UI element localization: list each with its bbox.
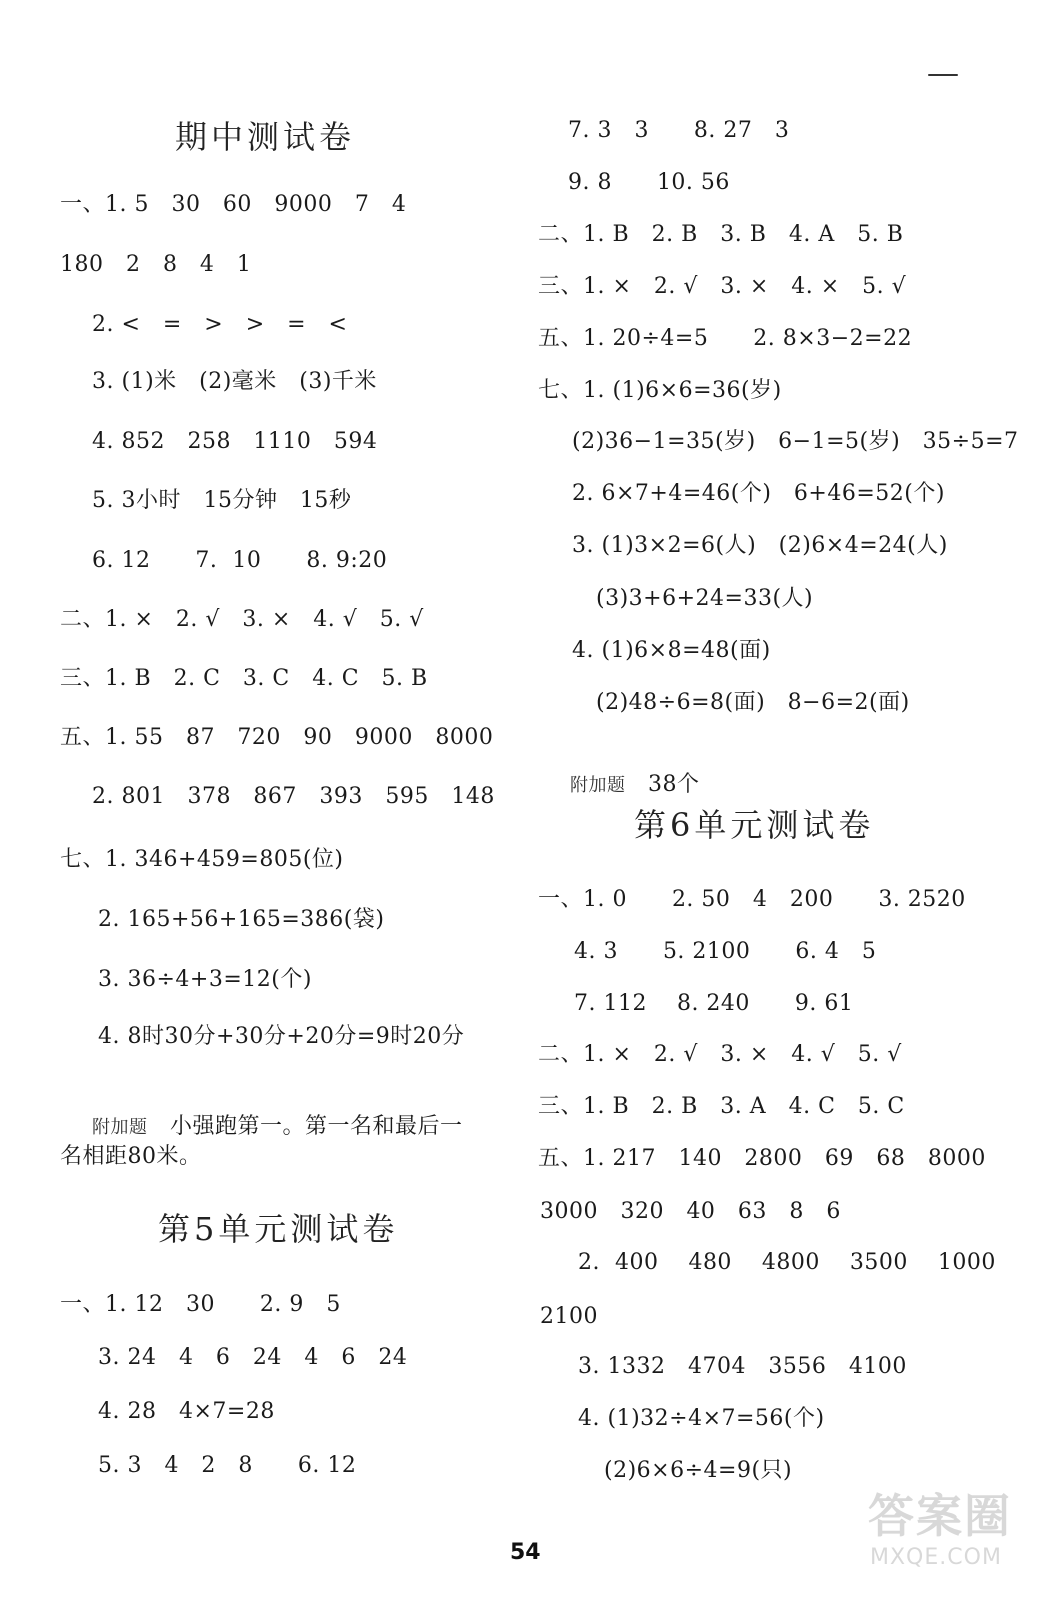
answer-line: 7. 3 3 8. 27 3 bbox=[568, 118, 790, 143]
answer-line: 一、1. 12 30 2. 9 5 bbox=[60, 1292, 341, 1317]
answer-line: 4. 28 4×7=28 bbox=[98, 1399, 275, 1424]
watermark-logo-text: 答案圈 bbox=[868, 1489, 1012, 1543]
answer-line: 二、1. B 2. B 3. B 4. A 5. B bbox=[538, 222, 904, 247]
watermark-url-text: MXQE.COM bbox=[870, 1545, 1002, 1570]
answer-line: 五、1. 20÷4=5 2. 8×3−2=22 bbox=[538, 326, 913, 351]
answer-line: (2)6×6÷4=9(只) bbox=[604, 1458, 793, 1483]
answer-line: 6. 12 7. 10 8. 9:20 bbox=[92, 548, 388, 573]
answer-line: 2. 400 480 4800 3500 1000 bbox=[578, 1250, 996, 1275]
answer-line: 4. (1)32÷4×7=56(个) bbox=[578, 1406, 825, 1431]
answer-line: 5. 3 4 2 8 6. 12 bbox=[98, 1453, 357, 1478]
extra-question-label: 附加题 bbox=[91, 1117, 148, 1138]
answer-line: 2. 165+56+165=386(袋) bbox=[98, 907, 385, 932]
answer-line: 2. 801 378 867 393 595 148 bbox=[92, 784, 495, 809]
answer-line: 一、1. 0 2. 50 4 200 3. 2520 bbox=[538, 887, 966, 912]
unit5-title: 第5单元测试卷 bbox=[158, 1210, 399, 1248]
answer-line: 3. (1)米 (2)毫米 (3)千米 bbox=[92, 369, 377, 394]
answer-line: (2)48÷6=8(面) 8−6=2(面) bbox=[596, 690, 910, 715]
answer-line: 五、1. 55 87 720 90 9000 8000 bbox=[60, 725, 494, 750]
answer-line: 五、1. 217 140 2800 69 68 8000 bbox=[538, 1146, 986, 1171]
extra-question-row bbox=[540, 740, 700, 797]
answer-line: 3. (1)3×2=6(人) (2)6×4=24(人) bbox=[572, 533, 948, 558]
extra-question-answer-cont: 名相距80米。 bbox=[60, 1144, 202, 1169]
answer-line: (3)3+6+24=33(人) bbox=[596, 586, 814, 611]
answer-line: 4. (1)6×8=48(面) bbox=[572, 638, 771, 663]
answer-line: 180 2 8 4 1 bbox=[60, 252, 252, 277]
answer-line: (2)36−1=35(岁) 6−1=5(岁) 35÷5=7 bbox=[572, 429, 1019, 454]
answer-line: 3. 24 4 6 24 4 6 24 bbox=[98, 1345, 408, 1370]
answer-line: 三、1. B 2. C 3. C 4. C 5. B bbox=[60, 666, 428, 691]
answer-line: 七、1. (1)6×6=36(岁) bbox=[538, 378, 782, 403]
answer-line: 三、1. × 2. √ 3. × 4. × 5. √ bbox=[538, 274, 907, 299]
answer-line: 二、1. × 2. √ 3. × 4. √ 5. √ bbox=[60, 607, 424, 632]
answer-line: 9. 8 10. 56 bbox=[568, 170, 730, 195]
watermark bbox=[868, 1488, 1048, 1588]
answer-line: 三、1. B 2. B 3. A 4. C 5. C bbox=[538, 1094, 905, 1119]
answer-line: 二、1. × 2. √ 3. × 4. √ 5. √ bbox=[538, 1042, 902, 1067]
answer-line: 2100 bbox=[540, 1304, 598, 1329]
page-number: 54 bbox=[510, 1540, 541, 1565]
right-column bbox=[530, 0, 1061, 1600]
answer-line: 3000 320 40 63 8 6 bbox=[540, 1199, 841, 1224]
answer-line: 2. < = > > = < bbox=[92, 312, 348, 337]
unit6-title: 第6单元测试卷 bbox=[634, 806, 875, 844]
left-column bbox=[0, 0, 520, 1600]
answer-line: 5. 3小时 15分钟 15秒 bbox=[92, 488, 352, 513]
answer-line: 7. 112 8. 240 9. 61 bbox=[574, 991, 854, 1016]
extra-question-label: 附加题 bbox=[569, 775, 626, 796]
extra-question-row bbox=[62, 1082, 463, 1139]
answer-line: 3. 36÷4+3=12(个) bbox=[98, 967, 312, 992]
midterm-title: 期中测试卷 bbox=[175, 118, 356, 156]
answer-line: 4. 3 5. 2100 6. 4 5 bbox=[574, 939, 877, 964]
answer-line: 一、1. 5 30 60 9000 7 4 bbox=[60, 192, 407, 217]
extra-question-answer: 小强跑第一。第一名和最后一 bbox=[169, 1114, 463, 1139]
answer-line: 3. 1332 4704 3556 4100 bbox=[578, 1354, 907, 1379]
extra-question-answer: 38个 bbox=[647, 772, 700, 797]
answer-line: 七、1. 346+459=805(位) bbox=[60, 847, 344, 872]
answer-line: 4. 8时30分+30分+20分=9时20分 bbox=[98, 1024, 465, 1049]
answer-line: 2. 6×7+4=46(个) 6+46=52(个) bbox=[572, 481, 945, 506]
answer-line: 4. 852 258 1110 594 bbox=[92, 429, 378, 454]
